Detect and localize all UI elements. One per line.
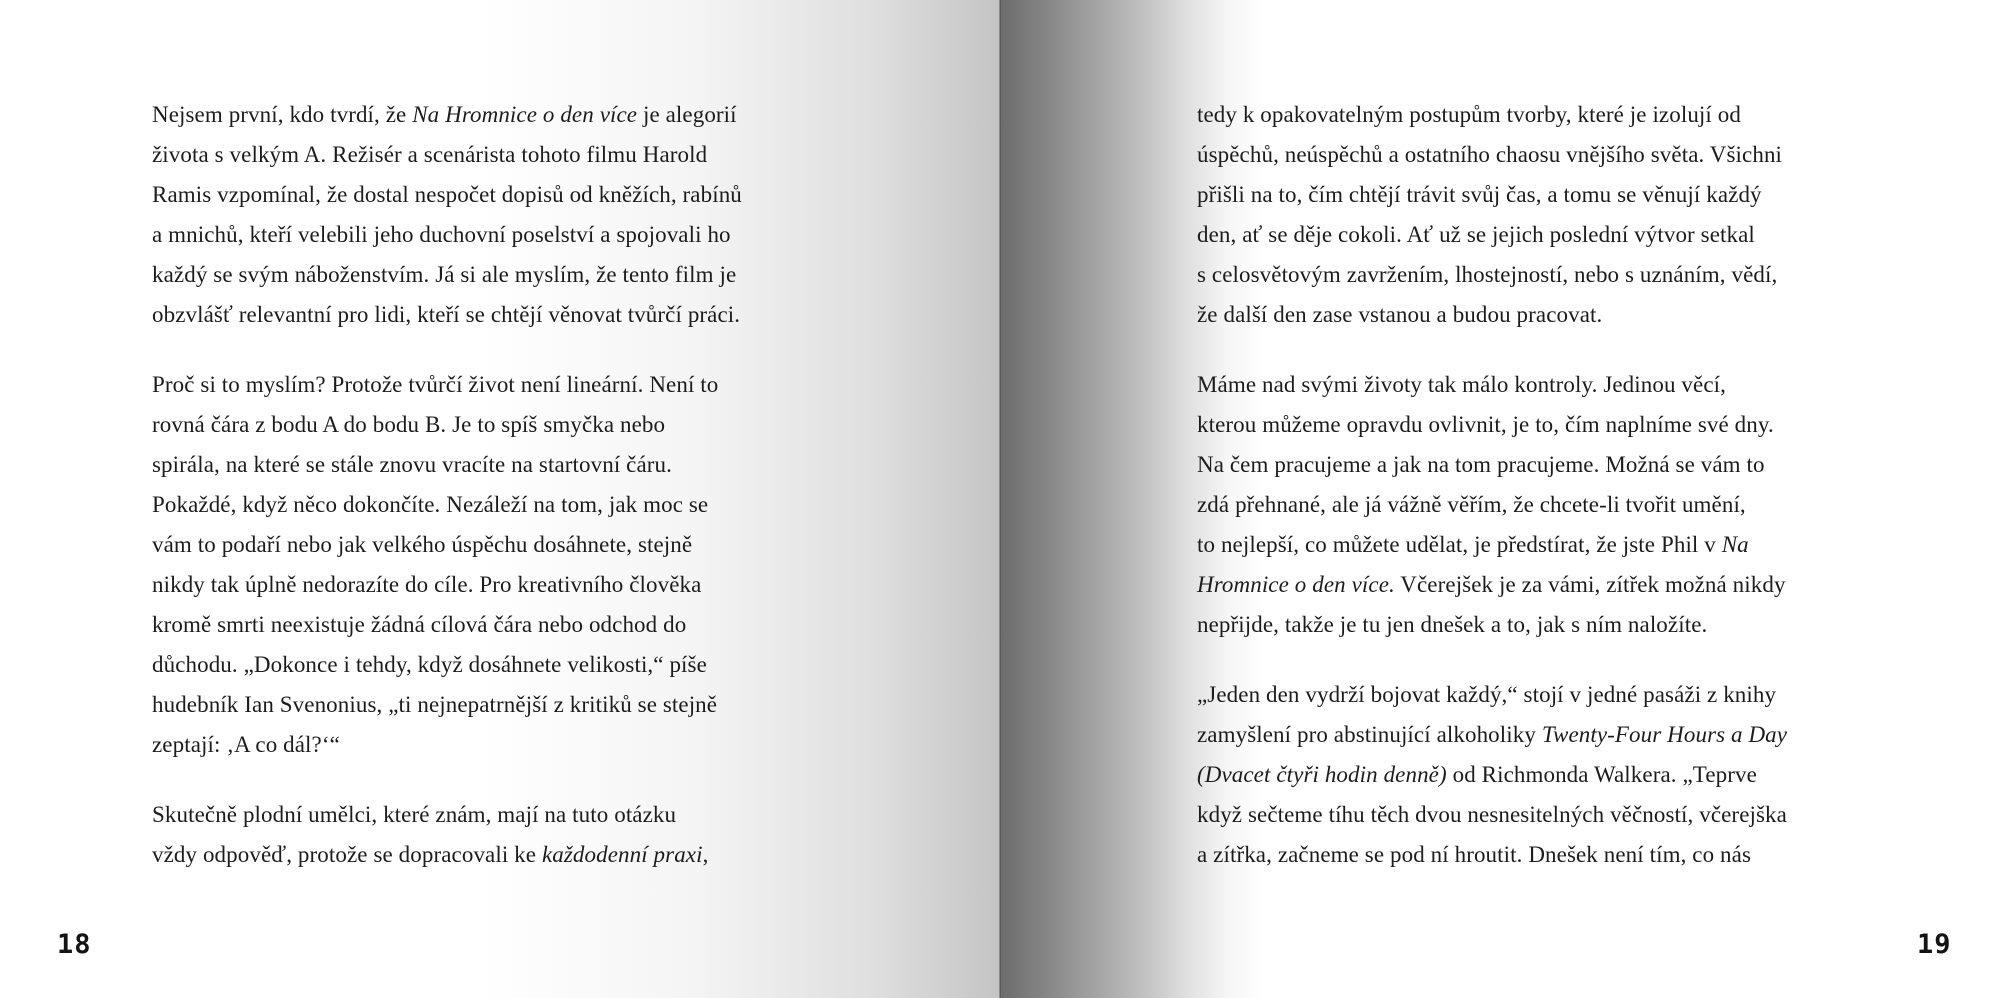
text-line [1197, 135, 1787, 175]
text-segment-italic: Twenty-Four Hours a Day [1541, 722, 1788, 747]
text-line [1197, 565, 1787, 605]
text-segment: Pokaždé, když něco dokončíte. Nezáleží na tom, jak moc se [152, 492, 709, 517]
page-number-left: 18 [57, 929, 92, 960]
text-segment: a mnichů, kteří velebili jeho duchovní poselství a spojovali ho [152, 222, 731, 247]
text-segment: zeptají: ‚A co dál?‘“ [152, 732, 340, 757]
text-line [1197, 715, 1787, 755]
text-line [152, 175, 742, 215]
text-line [152, 255, 742, 295]
text-segment: úspěchů, neúspěchů a ostatního chaosu vnějšího světa. Všichni [1197, 142, 1783, 167]
text-line [1197, 795, 1787, 835]
text-line [1197, 485, 1787, 525]
text-segment: den, ať se děje cokoli. Ať už se jejich poslední výtvor setkal [1197, 222, 1755, 247]
paragraph [152, 795, 742, 875]
text-line [152, 485, 742, 525]
text-line [1197, 445, 1787, 485]
text-segment: je alegorií [637, 102, 737, 127]
text-line [152, 725, 742, 765]
text-segment: rovná čára z bodu A do bodu B. Je to spíš smyčka nebo [152, 412, 666, 437]
text-segment: Skutečně plodní umělci, které znám, mají na tuto otázku [152, 802, 677, 827]
text-segment: že další den zase vstanou a budou pracovat. [1197, 302, 1603, 327]
text-line [1197, 675, 1787, 715]
text-segment-italic: (Dvacet čtyři hodin denně) [1197, 762, 1447, 787]
text-line [152, 295, 742, 335]
paragraph [1197, 675, 1787, 875]
text-segment: každý se svým náboženstvím. Já si ale myslím, že tento film je [152, 262, 737, 287]
text-segment: zdá přehnané, ale já vážně věřím, že chcete-li tvořit umění, [1197, 492, 1746, 517]
text-line [1197, 525, 1787, 565]
text-segment: zamyšlení pro abstinující alkoholiky [1197, 722, 1542, 747]
text-segment: hudebník Ian Svenonius, „ti nejnepatrnější z kritiků se stejně [152, 692, 718, 717]
text-line [1197, 365, 1787, 405]
text-segment: od Richmonda Walkera. „Teprve [1446, 762, 1757, 787]
text-line [1197, 255, 1787, 295]
page-number-right: 19 [1917, 929, 1952, 960]
text-segment: Nejsem první, kdo tvrdí, že [152, 102, 413, 127]
text-line [1197, 215, 1787, 255]
text-line [152, 405, 742, 445]
text-segment: nepřijde, takže je tu jen dnešek a to, jak s ním naložíte. [1197, 612, 1708, 637]
text-segment: vám to podaří nebo jak velkého úspěchu dosáhnete, stejně [152, 532, 693, 557]
page-left-text [152, 95, 742, 905]
text-line [152, 365, 742, 405]
text-line [152, 525, 742, 565]
page-right-text [1197, 95, 1787, 905]
text-line [152, 95, 742, 135]
text-line [1197, 295, 1787, 335]
text-segment: Máme nad svými životy tak málo kontroly. Jedinou věcí, [1197, 372, 1726, 397]
text-line [152, 565, 742, 605]
text-segment: s celosvětovým zavržením, lhostejností, nebo s uznáním, vědí, [1197, 262, 1778, 287]
text-line [1197, 405, 1787, 445]
text-line [1197, 95, 1787, 135]
text-segment-italic: Hromnice o den více. [1197, 572, 1395, 597]
text-segment: když sečteme tíhu těch dvou nesnesitelných věčností, včerejška [1197, 802, 1787, 827]
gutter-shadow [999, 0, 1001, 998]
text-segment: to nejlepší, co můžete udělat, je předstírat, že jste Phil v [1197, 532, 1722, 557]
text-segment: kterou můžeme opravdu ovlivnit, je to, čím naplníme své dny. [1197, 412, 1774, 437]
page-right [1000, 0, 2000, 998]
text-segment: přišli na to, čím chtějí trávit svůj čas, a tomu se věnují každý [1197, 182, 1762, 207]
text-segment: Včerejšek je za vámi, zítřek možná nikdy [1394, 572, 1786, 597]
text-line [1197, 605, 1787, 645]
text-segment: spirála, na které se stále znovu vracíte na startovní čáru. [152, 452, 672, 477]
text-segment: , [702, 842, 709, 867]
text-line [152, 645, 742, 685]
paragraph [152, 365, 742, 765]
text-line [152, 605, 742, 645]
text-segment: nikdy tak úplně nedorazíte do cíle. Pro kreativního člověka [152, 572, 702, 597]
text-line [152, 835, 742, 875]
paragraph [1197, 95, 1787, 335]
text-segment: důchodu. „Dokonce i tehdy, když dosáhnete velikosti,“ píše [152, 652, 707, 677]
text-segment: života s velkým A. Režisér a scenárista tohoto filmu Harold [152, 142, 708, 167]
text-segment: vždy odpověď, protože se dopracovali ke [152, 842, 542, 867]
text-segment-italic: každodenní praxi [541, 842, 703, 867]
text-line [152, 135, 742, 175]
text-segment: „Jeden den vydrží bojovat každý,“ stojí v jedné pasáži z knihy [1197, 682, 1777, 707]
text-line [152, 215, 742, 255]
text-line [152, 685, 742, 725]
text-line [1197, 755, 1787, 795]
text-segment: obzvlášť relevantní pro lidi, kteří se chtějí věnovat tvůrčí práci. [152, 302, 741, 327]
paragraph [152, 95, 742, 335]
text-segment: tedy k opakovatelným postupům tvorby, které je izolují od [1197, 102, 1741, 127]
text-segment-italic: Na Hromnice o den více [412, 102, 638, 127]
text-line [1197, 175, 1787, 215]
text-line [152, 795, 742, 835]
text-line [1197, 835, 1787, 875]
text-segment-italic: Na [1721, 532, 1749, 557]
text-segment: Ramis vzpomínal, že dostal nespočet dopisů od kněžích, rabínů [152, 182, 742, 207]
text-segment: Na čem pracujeme a jak na tom pracujeme. Možná se vám to [1197, 452, 1765, 477]
paragraph [1197, 365, 1787, 645]
text-segment: Proč si to myslím? Protože tvůrčí život není lineární. Není to [152, 372, 719, 397]
text-segment: a zítřka, začneme se pod ní hroutit. Dnešek není tím, co nás [1197, 842, 1751, 867]
text-segment: kromě smrti neexistuje žádná cílová čára nebo odchod do [152, 612, 687, 637]
text-line [152, 445, 742, 485]
